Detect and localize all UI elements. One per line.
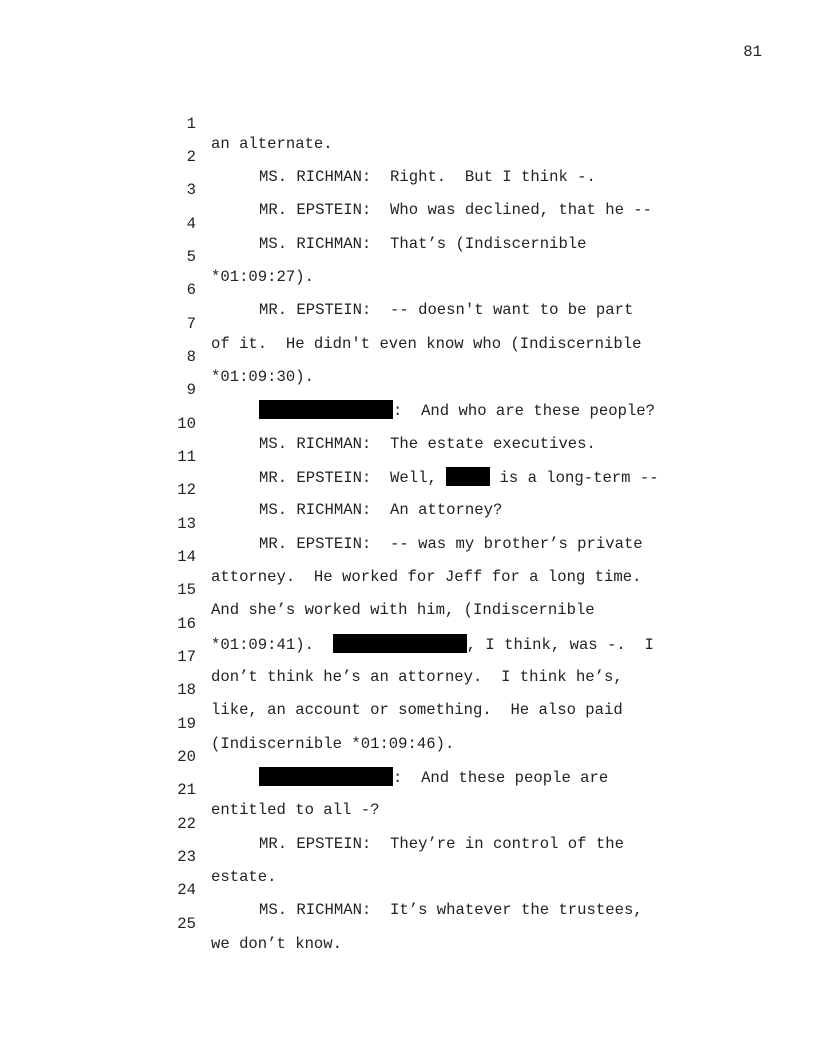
line-text-after: : And these people are [393,769,609,788]
transcript-line [0,94,816,153]
transcript-line [0,127,816,186]
line-text: MS. RICHMAN: That’s (Indiscernible [259,234,587,253]
line-text: *01:09:30). [211,367,314,386]
line-text: don’t think he’s an attorney. I think he’s, [211,668,623,686]
line-number: 8 [186,347,196,366]
transcript-line [0,727,816,788]
line-text-after: : And who are these people? [393,402,656,421]
page-number: 81 [743,43,762,61]
transcript-line [0,660,816,720]
line-text: attorney. He worked for Jeff for a long time. [211,567,642,586]
line-number: 4 [186,214,196,233]
transcript-line [0,227,816,286]
transcript-line [0,394,816,453]
transcript-line [0,794,816,853]
line-text: MR. EPSTEIN: -- was my brother’s private [259,534,643,553]
transcript-line [0,860,816,920]
line-text: MR. EPSTEIN: -- doesn't want to be part [259,301,634,320]
line-text-before: MR. EPSTEIN: Well, [259,468,447,487]
transcript-line [0,560,816,620]
line-text: And she’s worked with him, (Indiscernible [211,601,595,620]
line-number: 20 [177,748,196,767]
line-text: an alternate. [211,134,333,153]
line-number: 18 [177,681,196,700]
line-text: MS. RICHMAN: The estate executives. [259,434,596,453]
line-text: we don’t know. [211,934,343,953]
line-text: MR. EPSTEIN: Who was declined, that he -- [259,201,653,220]
transcript-line [0,160,816,220]
transcript-line [0,694,816,753]
line-number: 17 [177,648,196,666]
transcript-line [0,360,816,421]
line-text: MS. RICHMAN: It’s whatever the trustees, [259,901,643,920]
line-text: entitled to all -? [211,801,380,820]
transcript-line [0,827,816,887]
line-number: 13 [177,514,196,533]
line-number: 12 [177,481,196,500]
transcript-line [0,427,816,487]
line-text: like, an account or something. He also paid [211,701,623,720]
line-number: 9 [186,381,196,400]
transcript-line [0,894,816,953]
line-number: 7 [186,314,196,333]
transcript-line [0,294,816,353]
line-text: estate. [211,868,277,887]
line-text: *01:09:27). [211,267,314,286]
line-number: 25 [177,914,196,933]
line-number: 1 [186,114,196,133]
transcript-body [0,94,816,953]
transcript-line [0,327,816,386]
line-number: 11 [177,447,196,466]
transcript-line [0,460,816,520]
line-text-after: is a long-term -- [490,468,659,487]
line-text-before: *01:09:41). [211,635,333,654]
line-number: 3 [186,181,196,200]
line-number: 23 [177,848,196,867]
transcript-line [0,527,816,586]
line-text: MS. RICHMAN: An attorney? [259,501,503,520]
line-text: MS. RICHMAN: Right. But I think -. [259,167,596,186]
transcript-line [0,494,816,553]
transcript-line [0,594,816,654]
line-number: 2 [186,147,196,166]
line-number: 15 [177,581,196,600]
line-number: 16 [177,614,196,633]
line-number: 24 [177,881,196,900]
line-text-after: , I think, was -. I [466,635,654,654]
line-number: 14 [177,547,196,566]
line-number: 22 [177,814,196,833]
line-number: 21 [177,781,196,800]
transcript-line [0,260,816,320]
line-number: 10 [177,414,196,433]
line-text: of it. He didn't even know who (Indiscernible [211,334,642,353]
line-text: (Indiscernible *01:09:46). [211,734,455,753]
line-text: MR. EPSTEIN: They’re in control of the [259,834,624,853]
line-number: 5 [186,247,196,266]
transcript-line [0,194,816,253]
transcript-line [0,627,816,686]
line-number: 6 [186,281,196,300]
transcript-line [0,760,816,820]
line-number: 19 [177,714,196,733]
